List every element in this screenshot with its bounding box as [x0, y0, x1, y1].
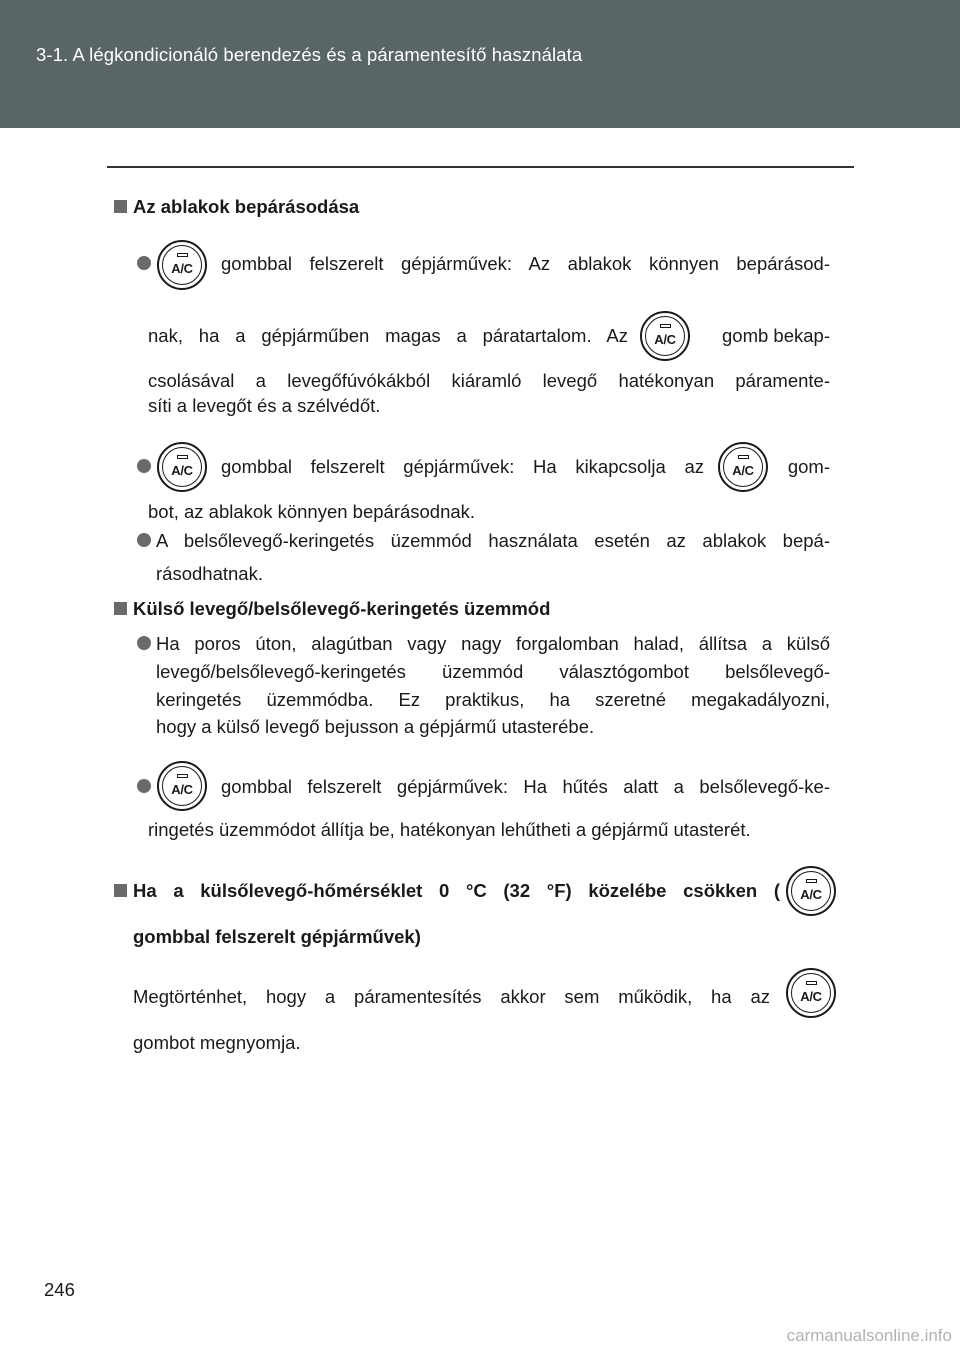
round-bullet-icon	[137, 533, 151, 547]
square-bullet-icon	[114, 602, 127, 615]
s1-b1-line3: csolásával a levegőfúvókákból kiáramló levegő hatékonyan páramente-	[148, 370, 830, 391]
s1-b1-line1: gombbal felszerelt gépjárművek: Az ablakok könnyen bepárásod-	[221, 253, 830, 274]
round-bullet-icon	[137, 779, 151, 793]
ac-button-icon: A/C	[786, 968, 836, 1018]
header-rule	[107, 166, 854, 168]
watermark: carmanualsonline.info	[786, 1326, 952, 1345]
square-bullet-icon	[114, 884, 127, 897]
section-title-fogging: Az ablakok bepárásodása	[114, 195, 359, 219]
page-header	[0, 0, 960, 128]
round-bullet-icon	[137, 459, 151, 473]
s1-b2-line1: gombbal felszerelt gépjárművek: Ha kikapcsolja az	[221, 456, 704, 477]
section-title-cold-line2: gombbal felszerelt gépjárművek)	[133, 926, 421, 947]
s1-b1-line4: síti a levegőt és a szélvédőt.	[148, 395, 381, 416]
ac-button-icon: A/C	[718, 442, 768, 492]
ac-button-icon: A/C	[640, 311, 690, 361]
s2-b1-line2: levegő/belsőlevegő-keringetés üzemmód választógombot belsőlevegő-	[156, 661, 830, 682]
ac-button-icon: A/C	[157, 442, 207, 492]
s1-b1-line2b: gomb bekap-	[722, 325, 830, 346]
ac-button-icon: A/C	[157, 240, 207, 290]
s1-b2-line1b: gom-	[787, 456, 830, 477]
ac-button-icon: A/C	[157, 761, 207, 811]
section-title-air-mode: Külső levegő/belsőlevegő-keringetés üzemmód	[114, 597, 550, 621]
s2-b2-line1: gombbal felszerelt gépjárművek: Ha hűtés alatt a belsőlevegő-ke-	[221, 776, 830, 797]
s1-b3-line1: A belsőlevegő-keringetés üzemmód használata esetén az ablakok bepá-	[156, 530, 830, 551]
s2-b1-line4: hogy a külső levegő bejusson a gépjármű utasterébe.	[156, 716, 595, 737]
ac-button-icon: A/C	[786, 866, 836, 916]
square-bullet-icon	[114, 200, 127, 213]
round-bullet-icon	[137, 256, 151, 270]
s1-b3-line2: rásodhatnak.	[156, 563, 263, 584]
s2-b1-line3: keringetés üzemmódba. Ez praktikus, ha szeretné megakadályozni,	[156, 689, 830, 710]
round-bullet-icon	[137, 636, 151, 650]
header-title: 3-1. A légkondicionáló berendezés és a páramentesítő használata	[36, 44, 583, 65]
s2-b1-line1: Ha poros úton, alagútban vagy nagy forgalomban halad, állítsa a külső	[156, 633, 830, 654]
s3-para-line1: Megtörténhet, hogy a páramentesítés akkor sem működik, ha az	[133, 986, 770, 1007]
section-title-cold: Ha a külsőlevegő-hőmérséklet 0 °C (32 °F) közelébe csökken (	[114, 879, 780, 903]
s3-para-line2: gombot megnyomja.	[133, 1032, 301, 1053]
s2-b2-line2: ringetés üzemmódot állítja be, hatékonyan lehűtheti a gépjármű utasterét.	[148, 819, 751, 840]
s1-b1-line2a: nak, ha a gépjárműben magas a páratartalom. Az	[148, 325, 628, 346]
s1-b2-line2: bot, az ablakok könnyen bepárásodnak.	[148, 501, 476, 522]
page-number: 246	[44, 1279, 75, 1300]
